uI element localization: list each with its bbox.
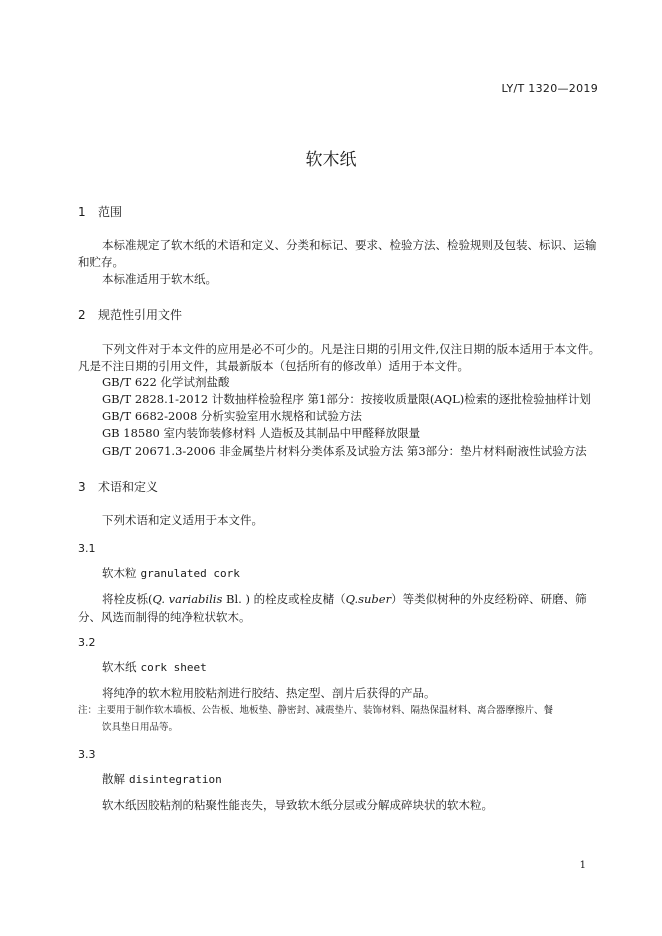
reference-item: GB/T 622 化学试剂盐酸 [102,375,230,389]
section-2-heading [78,306,182,323]
section-1-heading [78,203,122,220]
definition-text: Bl. ) 的栓皮或栓皮槠（ [222,592,346,606]
scope-paragraph-line-1: 本标准规定了软木纸的术语和定义、分类和标记、要求、检验方法、检验规则及包装、标识、运输 [102,238,597,252]
term-number: 3.2 [78,636,96,649]
term-definition-line-2: 分、风选而制得的纯净粒状软木。 [78,610,251,624]
terms-intro: 下列术语和定义适用于本文件。 [102,513,263,527]
species-name: Q. variabilis [152,592,223,606]
term-english: granulated cork [140,567,240,580]
term-number: 3.3 [78,748,96,761]
term-english: cork sheet [140,661,207,674]
document-title: 软木纸 [305,150,357,170]
references-intro-line-2: 凡是不注日期的引用文件，其最新版本（包括所有的修改单）适用于本文件。 [78,359,469,373]
scope-paragraph-line-2: 和贮存。 [78,255,124,269]
term-chinese: 散解 [102,772,125,786]
section-number: 3 [78,480,86,494]
references-intro-line-1: 下列文件对于本文件的应用是必不可少的。凡是注日期的引用文件,仅注日期的版本适用于本文件。 [102,342,601,356]
section-number: 2 [78,308,86,322]
note-label: 注： [78,705,98,716]
reference-item: GB/T 2828.1-2012 计数抽样检验程序 第1部分：按接收质量限(AQL)检索的逐批检验抽样计划 [102,392,591,406]
section-title: 术语和定义 [98,480,159,494]
reference-item: GB/T 20671.3-2006 非金属垫片材料分类体系及试验方法 第3部分：垫片材料耐液性试验方法 [102,444,587,458]
definition-text: 将栓皮栎( [102,592,153,606]
term-definition: 将纯净的软木粒用胶粘剂进行胶结、热定型、剖片后获得的产品。 [102,686,436,700]
term-definition: 软木纸因胶粘剂的粘聚性能丧失，导致软木纸分层或分解成碎块状的软木粒。 [102,798,493,812]
term-chinese: 软木粒 [102,566,137,580]
definition-text: ）等类似树种的外皮经粉碎、研磨、筛 [391,592,587,606]
term-note-line-1 [78,702,553,719]
reference-item: GB/T 6682-2008 分析实验室用水规格和试验方法 [102,409,362,423]
note-text: 主要用于制作软木墙板、公告板、地板垫、静密封、减震垫片、装饰材料、隔热保温材料、离合器摩擦片、餐 [97,705,554,716]
species-name: Q.suber [345,592,392,606]
section-title: 规范性引用文件 [98,308,183,322]
term-definition-line-1 [78,590,587,609]
reference-item: GB 18580 室内装饰装修材料 人造板及其制品中甲醛释放限量 [102,426,421,440]
section-number: 1 [78,205,86,219]
term-english: disintegration [129,773,222,786]
term-heading [102,659,207,675]
scope-applicability: 本标准适用于软木纸。 [102,272,217,286]
term-heading [102,771,222,787]
term-note-line-2: 饮具垫日用品等。 [102,722,179,733]
term-number: 3.1 [78,542,96,555]
section-title: 范围 [98,205,123,219]
section-3-heading [78,478,158,495]
term-heading [102,565,240,581]
standard-code: LY/T 1320—2019 [501,82,598,95]
page-number: 1 [579,860,586,871]
term-chinese: 软木纸 [102,660,137,674]
